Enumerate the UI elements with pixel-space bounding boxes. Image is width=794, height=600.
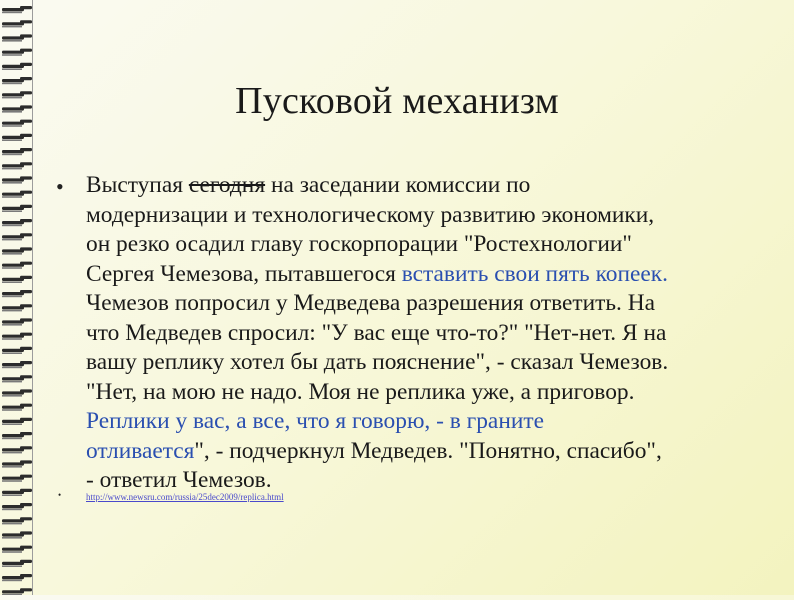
binding-ring bbox=[2, 176, 32, 183]
paragraph-line: модернизации и технологическому развитию экономики, bbox=[86, 201, 655, 228]
highlighted-phrase: вставить свои пять копеек. bbox=[401, 260, 668, 287]
paragraph-line: "Нет, на мою не надо. Моя не реплика уже, а приговор. bbox=[86, 378, 635, 405]
binding-ring bbox=[2, 34, 32, 41]
binding-ring bbox=[2, 460, 32, 467]
binding-ring bbox=[2, 560, 32, 567]
binding-ring bbox=[2, 489, 32, 496]
binding-ring bbox=[2, 347, 32, 354]
text-run: Выступая bbox=[86, 172, 189, 198]
bullet-marker: • bbox=[56, 174, 64, 199]
paragraph-line: что Медведев спросил: "У вас еще что-то?" "Нет-нет. Я на bbox=[86, 319, 667, 346]
binding-ring bbox=[2, 318, 32, 325]
binding-ring bbox=[2, 262, 32, 269]
bullet-marker: • bbox=[58, 490, 62, 500]
binding-ring bbox=[2, 503, 32, 510]
binding-ring bbox=[2, 333, 32, 340]
binding-ring bbox=[2, 233, 32, 240]
paragraph-line: Чемезов попросил у Медведева разрешения ответить. На bbox=[86, 290, 656, 316]
binding-ring bbox=[2, 276, 32, 283]
binding-ring bbox=[2, 20, 32, 27]
paragraph-line: - ответил Чемезов. bbox=[86, 467, 272, 493]
struck-word: сегодня bbox=[188, 172, 266, 198]
source-link[interactable]: http://www.newsru.com/russia/25dec2009/replica.html bbox=[86, 492, 284, 502]
paragraph-line: он резко осадил главу госкорпорации "Ростехнологии" bbox=[86, 231, 632, 257]
binding-ring bbox=[2, 574, 32, 581]
binding-ring bbox=[2, 361, 32, 368]
binding-ring bbox=[2, 49, 32, 56]
binding-ring bbox=[2, 404, 32, 411]
text-run: ", - подчеркнул Медведев. "Понятно, спасибо", bbox=[194, 437, 662, 464]
paragraph-line bbox=[86, 260, 754, 290]
binding-ring bbox=[2, 247, 32, 254]
binding-ring bbox=[2, 290, 32, 297]
binding-ring bbox=[2, 588, 32, 595]
binding-ring bbox=[2, 63, 32, 70]
binding-ring bbox=[2, 219, 32, 226]
binding-ring bbox=[2, 191, 32, 198]
binding-ring bbox=[2, 6, 32, 13]
binding-ring bbox=[2, 134, 32, 141]
binding-ring bbox=[2, 304, 32, 311]
paragraph-line: вашу реплику хотел бы дать пояснение", - сказал Чемезов. bbox=[86, 349, 669, 375]
paragraph-line bbox=[86, 437, 754, 467]
binding-ring bbox=[2, 205, 32, 212]
binding-ring bbox=[2, 418, 32, 425]
quote-paragraph bbox=[86, 171, 754, 496]
binding-ring bbox=[2, 432, 32, 439]
binding-ring bbox=[2, 389, 32, 396]
highlighted-phrase: отливается bbox=[86, 437, 195, 464]
text-run: Сергея Чемезова, пытавшегося bbox=[86, 260, 402, 287]
binding-ring bbox=[2, 148, 32, 155]
binding-ring bbox=[2, 531, 32, 538]
binding-ring bbox=[2, 546, 32, 553]
binding-ring bbox=[2, 162, 32, 169]
binding-ring bbox=[2, 375, 32, 382]
highlighted-phrase: Реплики у вас, а все, что я говорю, - в граните bbox=[86, 408, 544, 434]
text-run: на заседании комиссии по bbox=[265, 172, 531, 198]
binding-ring bbox=[2, 446, 32, 453]
binding-ring bbox=[2, 475, 32, 482]
binding-ring bbox=[2, 517, 32, 524]
slide-title: Пусковой механизм bbox=[235, 80, 559, 122]
paragraph-line bbox=[86, 171, 754, 201]
